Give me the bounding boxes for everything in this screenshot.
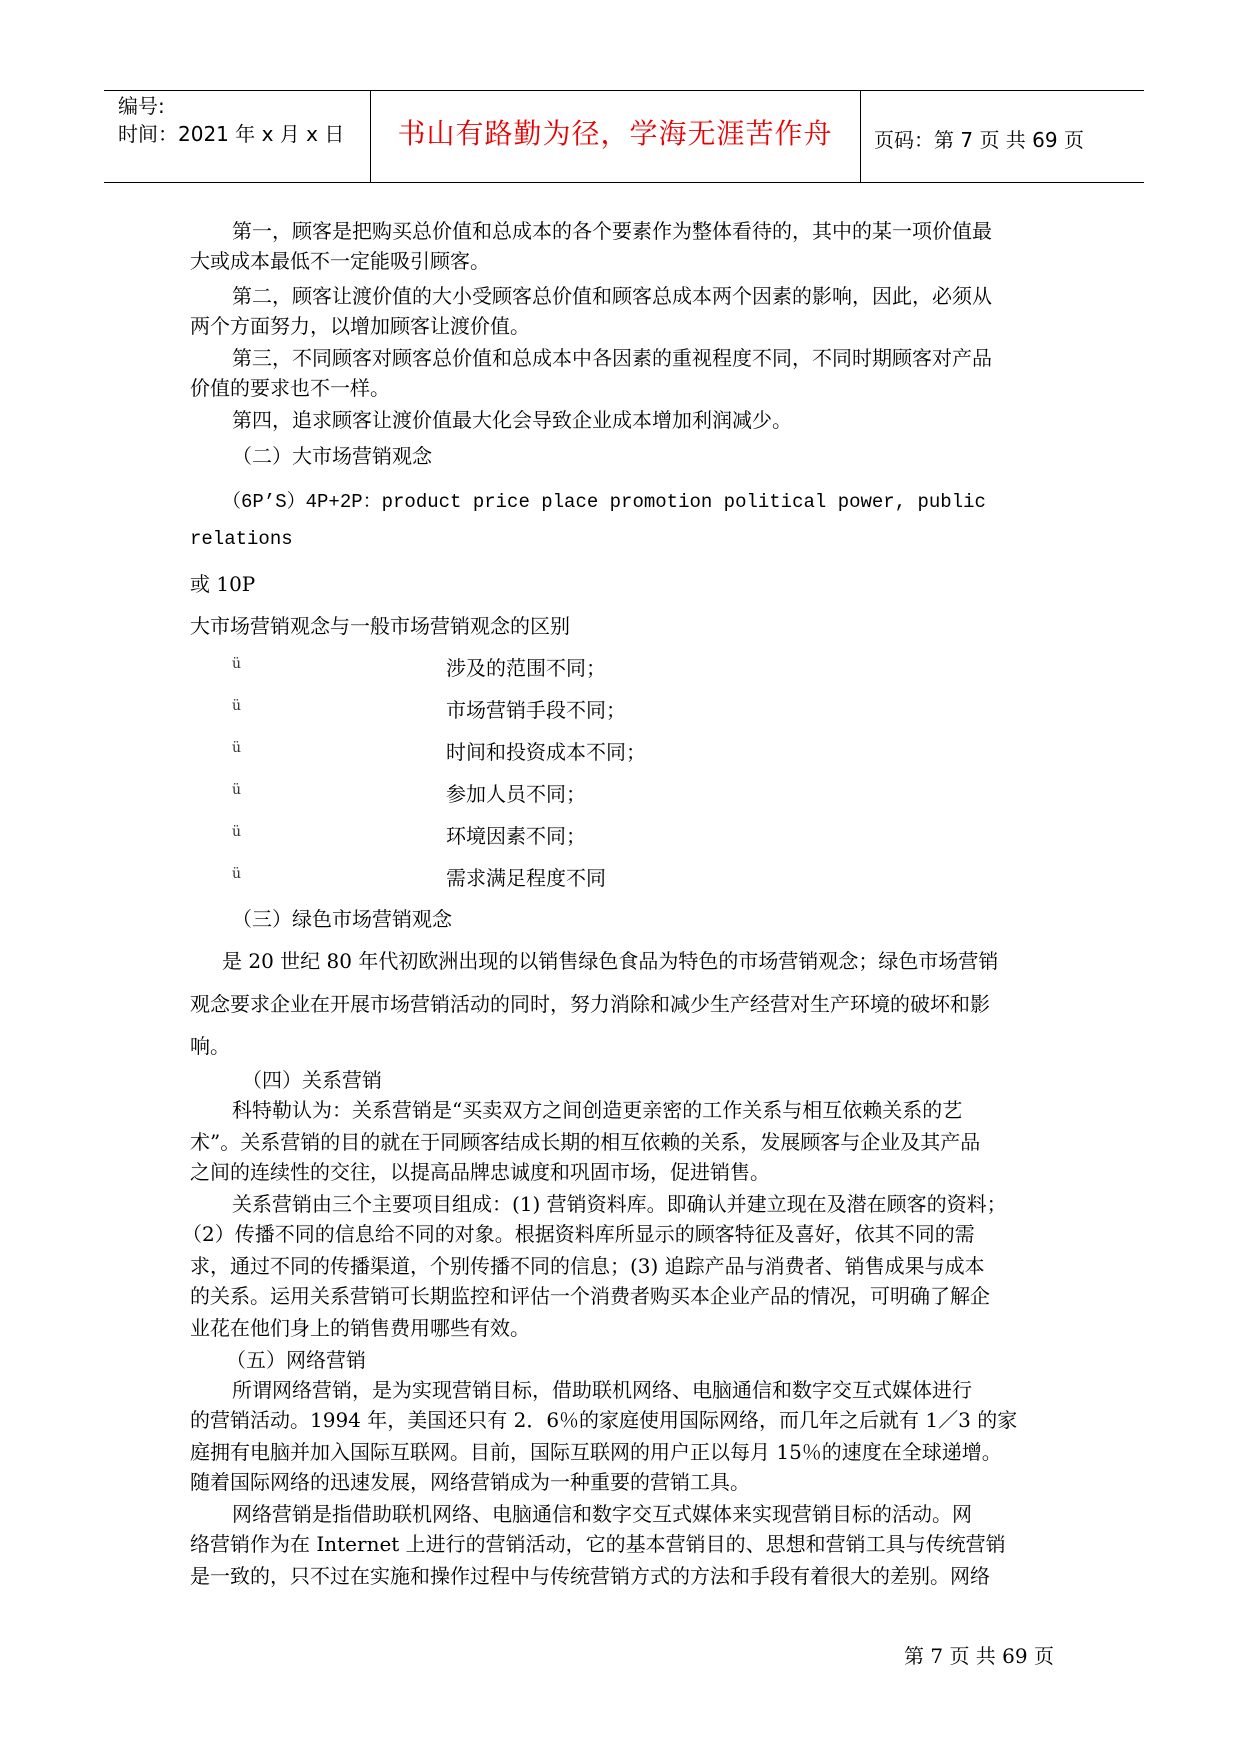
paragraph-line: 第一，顾客是把购买总价值和总成本的各个要素作为整体看待的，其中的某一项价值最 (232, 219, 992, 243)
header-divider-right (860, 90, 861, 182)
paragraph-line: 价值的要求也不一样。 (190, 376, 390, 400)
paragraph-line: 第四，追求顾客让渡价值最大化会导致企业成本增加利润减少。 (232, 408, 792, 432)
paragraph-line: 术”。关系营销的目的就在于同顾客结成长期的相互依赖的关系，发展顾客与企业及其产品 (190, 1130, 981, 1154)
paragraph-line: 业花在他们身上的销售费用哪些有效。 (190, 1316, 530, 1340)
list-item: 参加人员不同； (446, 782, 586, 806)
paragraph-line: 的营销活动。1994 年，美国还只有 2．6％的家庭使用国际网络，而几年之后就有 1／3 的家 (190, 1408, 1018, 1432)
page-footer: 第 7 页 共 69 页 (904, 1644, 1054, 1668)
list-item: 需求满足程度不同 (446, 866, 606, 890)
paragraph-line: 关系营销由三个主要项目组成：(1) 营销资料库。即确认并建立现在及潜在顾客的资料； (232, 1192, 1007, 1216)
paragraph-line: 科特勒认为：关系营销是“买卖双方之间创造更亲密的工作关系与相互依赖关系的艺 (232, 1098, 963, 1122)
header-top-rule (104, 90, 1144, 91)
header-motto: 书山有路勤为径，学海无涯苦作舟 (397, 117, 833, 150)
list-item: 市场营销手段不同； (446, 698, 626, 722)
paragraph-line: 观念要求企业在开展市场营销活动的同时，努力消除和减少生产经营对生产环境的破坏和影 (190, 992, 990, 1016)
paragraph-line: 大或成本最低不一定能吸引顾客。 (190, 249, 490, 273)
document-number-label: 编号: (118, 94, 165, 118)
header-left-cell (118, 92, 344, 148)
bullet-check-icon: ü (232, 656, 242, 672)
paragraph-line: 随着国际网络的迅速发展，网络营销成为一种重要的营销工具。 (190, 1470, 750, 1494)
list-item: 涉及的范围不同； (446, 656, 606, 680)
list-item: 环境因素不同； (446, 824, 586, 848)
header-page-label: 页码：第 7 页 共 69 页 (874, 128, 1084, 152)
paragraph-line: 之间的连续性的交往，以提高品牌忠诚度和巩固市场，促进销售。 (190, 1160, 770, 1184)
paragraph-line: 络营销作为在 Internet 上进行的营销活动，它的基本营销目的、思想和营销工具与传统营销 (190, 1532, 1006, 1556)
paragraph-line: 是 20 世纪 80 年代初欧洲出现的以销售绿色食品为特色的市场营销观念；绿色市场营销 (222, 949, 999, 973)
paragraph-line: relations (190, 528, 293, 550)
bullet-check-icon: ü (232, 824, 242, 840)
bullet-check-icon: ü (232, 866, 242, 882)
paragraph-line: 或 10P (190, 572, 256, 596)
paragraph-line: 两个方面努力，以增加顾客让渡价值。 (190, 314, 530, 338)
bullet-check-icon: ü (232, 698, 242, 714)
bullet-check-icon: ü (232, 740, 242, 756)
paragraph-line: 是一致的，只不过在实施和操作过程中与传统营销方式的方法和手段有着很大的差别。网络 (190, 1564, 990, 1588)
paragraph-line: 求，通过不同的传播渠道，个别传播不同的信息；(3) 追踪产品与消费者、销售成果与成本 (190, 1254, 985, 1278)
paragraph-line: 所谓网络营销，是为实现营销目标，借助联机网络、电脑通信和数字交互式媒体进行 (232, 1378, 972, 1402)
section-heading: （五）网络营销 (226, 1348, 366, 1372)
paragraph-line: 网络营销是指借助联机网络、电脑通信和数字交互式媒体来实现营销目标的活动。网 (232, 1502, 972, 1526)
paragraph-line: 第三，不同顾客对顾客总价值和总成本中各因素的重视程度不同，不同时期顾客对产品 (232, 346, 992, 370)
paragraph-line: 大市场营销观念与一般市场营销观念的区别 (190, 614, 570, 638)
header-bottom-rule (104, 182, 1144, 183)
paragraph-line: 的关系。运用关系营销可长期监控和评估一个消费者购买本企业产品的情况，可明确了解企 (190, 1284, 990, 1308)
paragraph-line: 第二，顾客让渡价值的大小受顾客总价值和顾客总成本两个因素的影响，因此，必须从 (232, 284, 992, 308)
paragraph-line: 庭拥有电脑并加入国际互联网。目前，国际互联网的用户正以每月 15％的速度在全球递增。 (190, 1440, 1002, 1464)
document-time-label: 时间：2021 年 x 月 x 日 (118, 122, 345, 146)
paragraph-line: （2）传播不同的信息给不同的对象。根据资料库所显示的顾客特征及喜好，依其不同的需 (182, 1222, 975, 1246)
section-heading: （三）绿色市场营销观念 (232, 907, 452, 931)
bullet-check-icon: ü (232, 782, 242, 798)
list-item: 时间和投资成本不同； (446, 740, 646, 764)
section-heading: （四）关系营销 (242, 1068, 382, 1092)
section-heading: （二）大市场营销观念 (232, 444, 432, 468)
paragraph-line: （6P’S）4P+2P：product price place promotion political power, public (222, 491, 986, 513)
paragraph-line: 响。 (190, 1034, 230, 1058)
